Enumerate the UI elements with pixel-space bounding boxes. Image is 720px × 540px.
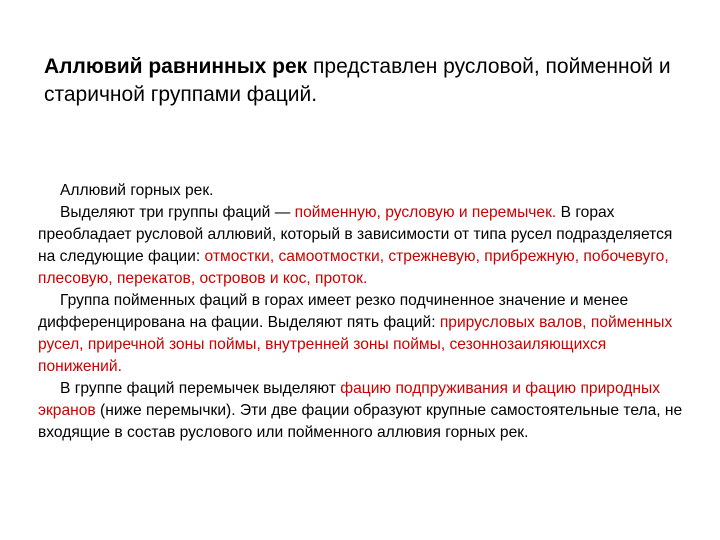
paragraph-floodplain-facies — [38, 290, 690, 378]
p3-highlight-floodplain-facies: прирусловых валов, пойменных русел, приречной зоны поймы, внутренней зоны поймы, сезоннозаиляющихся понижений. — [38, 314, 673, 375]
paragraph-fracies-groups — [38, 202, 690, 290]
paragraph-dam-facies — [38, 378, 690, 444]
p4-highlight-dam-facies: фацию подпруживания и фацию природных экранов — [38, 380, 661, 419]
slide-body — [38, 180, 690, 444]
p2-highlight-channel-facies: отмостки, самоотмостки, стрежневую, прибрежную, побочевуго, плесовую, перекатов, островов и кос, проток. — [38, 248, 669, 287]
slide-title — [44, 53, 684, 109]
p4-text-a: В группе фаций перемычек выделяют — [60, 380, 341, 397]
paragraph-heading: Аллювий горных рек. — [60, 182, 214, 199]
p2-highlight-groups: пойменную, русловую и перемычек. — [294, 204, 557, 221]
p2-text-c: В горах преобладает русловой аллювий, который в зависимости от типа русел подразделяется на следующие фации: — [38, 204, 673, 265]
title-bold: Аллювий равнинных рек — [44, 55, 308, 78]
p3-text-a: Группа пойменных фаций в горах имеет резко подчиненное значение и менее дифференцирована на фации. Выделяют пять фаций: — [38, 292, 629, 331]
p2-text-a: Выделяют три группы фаций — — [60, 204, 295, 221]
title-rest: представлен русловой, пойменной и старичной группами фаций. — [44, 55, 671, 106]
p4-text-c: (ниже перемычки). Эти две фации образуют крупные самостоятельные тела, не входящие в состав руслового или пойменного аллювия горных рек. — [38, 402, 683, 441]
